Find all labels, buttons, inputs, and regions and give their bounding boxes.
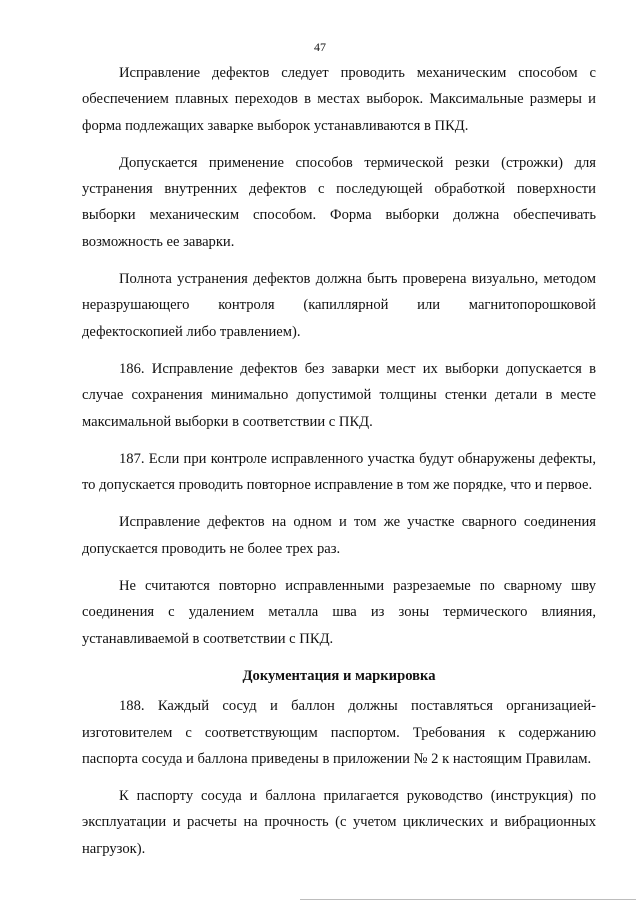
paragraph-not-repeated-repair: Не считаются повторно исправленными разрезаемые по сварному шву соединения с удалением металла шва из зоны термического влияния, устанавливаемой в соответствии с ПКД. xyxy=(82,578,596,647)
section-heading: Документация и маркировка xyxy=(242,667,436,684)
paragraph-187: 187. Если при контроле исправленного участка будут обнаружены дефекты, то допускается проводить повторное исправление в том же порядке, что и первое. xyxy=(82,450,596,494)
scan-edge-line xyxy=(300,899,636,900)
paragraph-inspection-completeness: Полнота устранения дефектов должна быть проверена визуально, методом неразрушающего контроля (капиллярной или магнитопорошковой дефектоскопией либо травлением). xyxy=(82,271,596,340)
page-body xyxy=(82,60,596,873)
page-number: 47 xyxy=(314,40,326,54)
paragraph-188: 188. Каждый сосуд и баллон должны поставляться организацией-изготовителем с соответствующим паспортом. Требования к содержанию паспорта сосуда и баллона приведены в приложении № 2 к настоящим Правилам. xyxy=(82,698,596,767)
paragraph-passport-attachments: К паспорту сосуда и баллона прилагается руководство (инструкция) по эксплуатации и расчеты на прочность (с учетом циклических и вибрационных нагрузок). xyxy=(82,788,596,857)
paragraph-repair-limit: Исправление дефектов на одном и том же участке сварного соединения допускается проводить не более трех раз. xyxy=(82,514,596,557)
paragraph-defect-removal-method: Исправление дефектов следует проводить механическим способом с обеспечением плавных переходов в местах выборок. Максимальные размеры и форма подлежащих заварке выборок устанавливаются в ПКД. xyxy=(82,65,596,134)
paragraph-186: 186. Исправление дефектов без заварки мест их выборки допускается в случае сохранения минимально допустимой толщины стенки детали в месте максимальной выборки в соответствии с ПКД. xyxy=(82,360,596,430)
paragraph-thermal-cutting: Допускается применение способов термической резки (строжки) для устранения внутренних дефектов с последующей обработкой поверхности выборки механическим способом. Форма выборки должна обеспечивать возможность ее заварки. xyxy=(82,154,596,250)
